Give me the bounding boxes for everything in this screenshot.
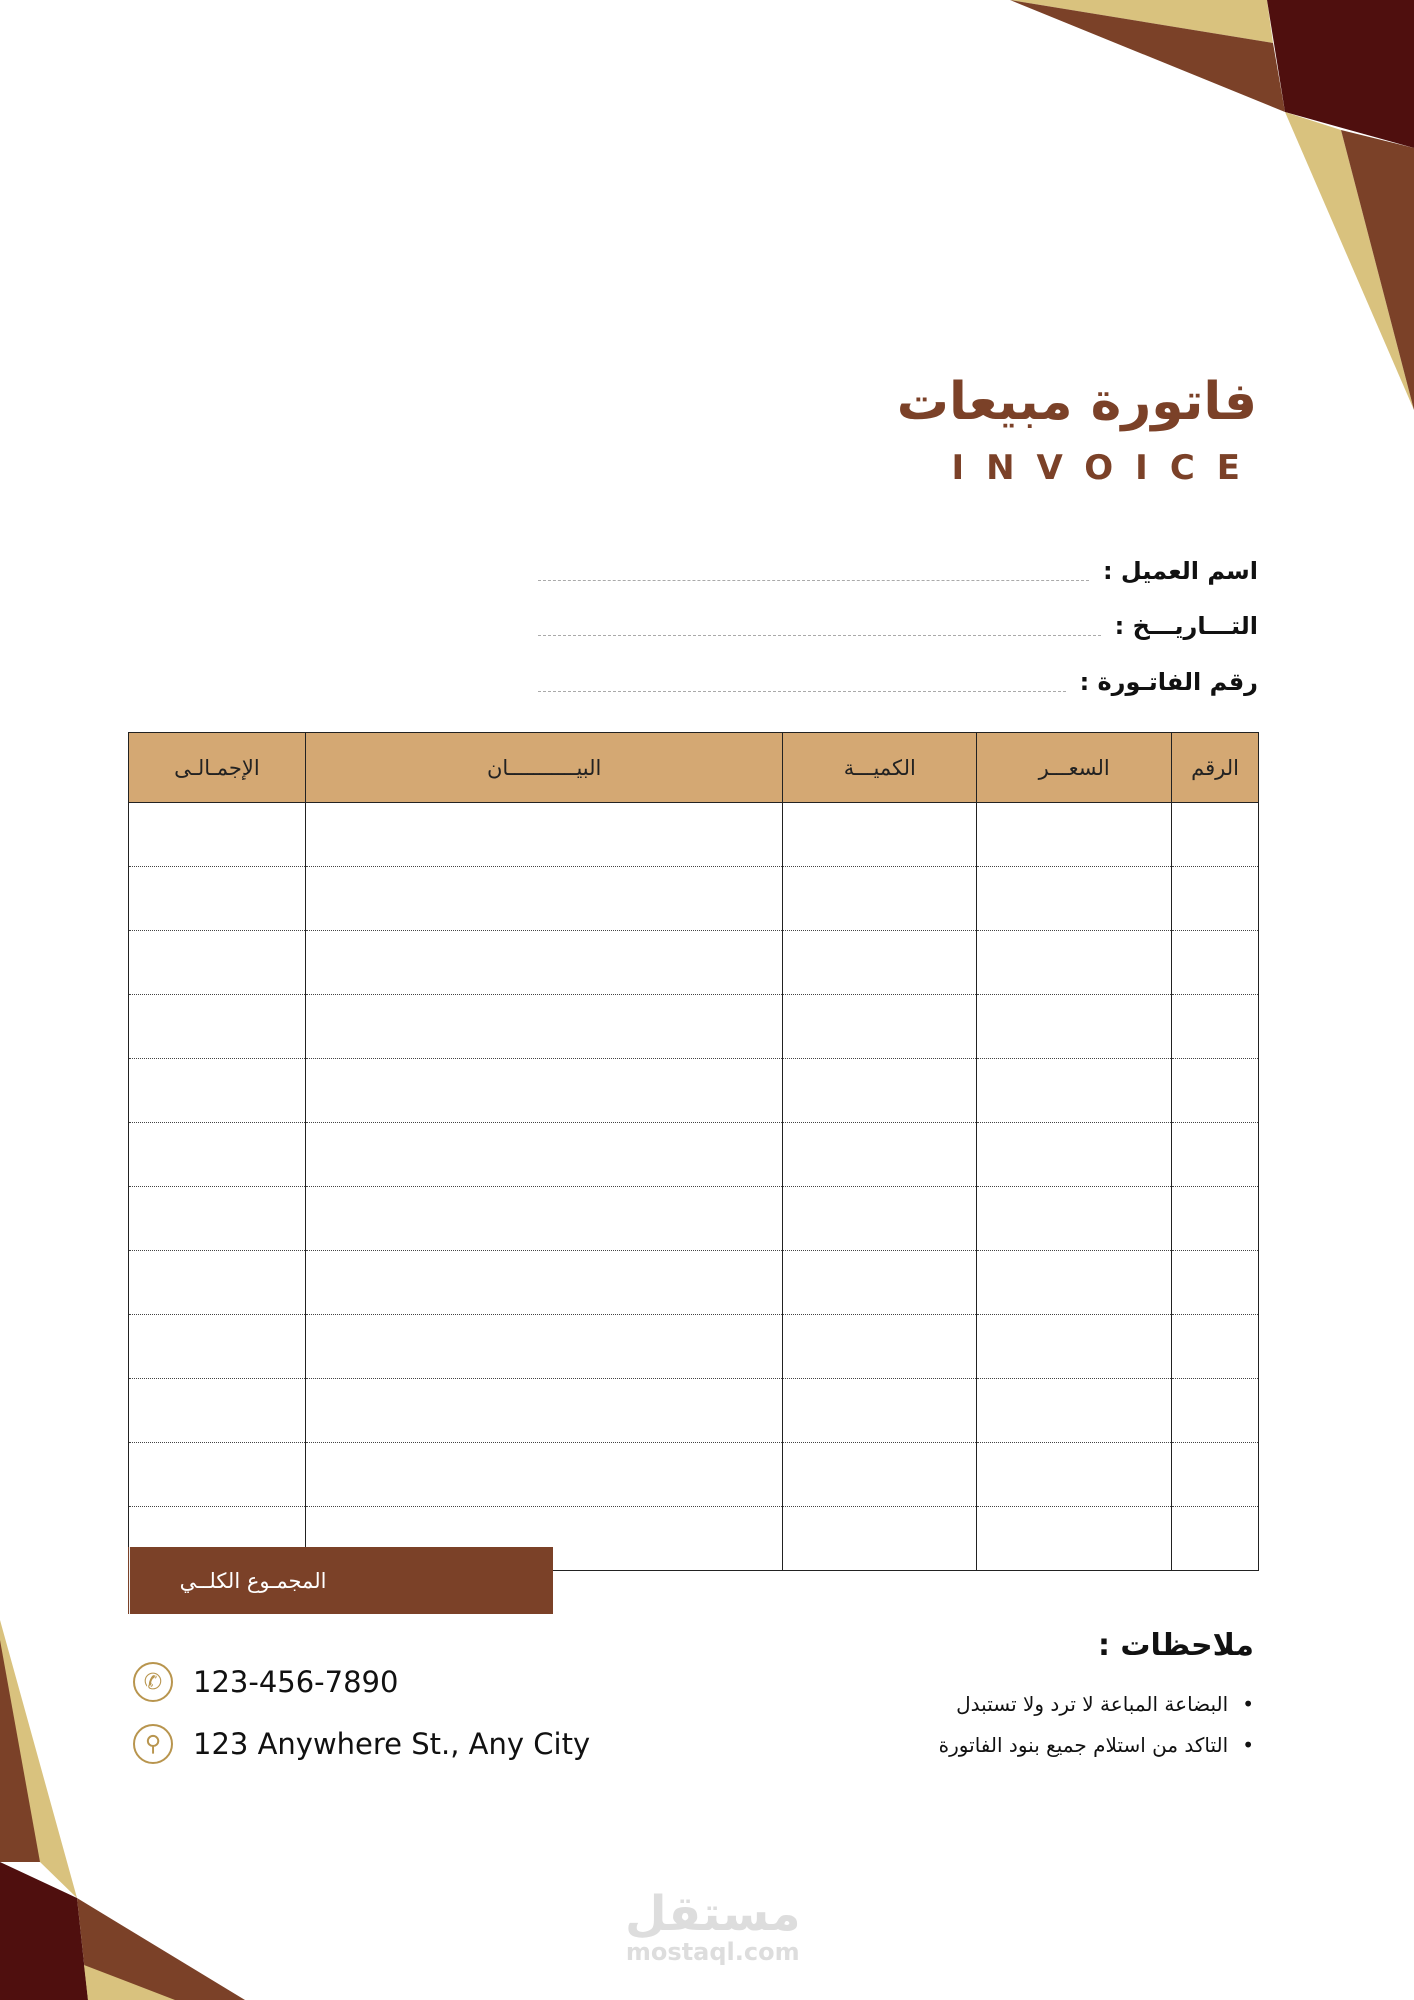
column-header-price: السعـــر xyxy=(977,733,1172,803)
cell-total[interactable] xyxy=(129,995,306,1059)
cell-price[interactable] xyxy=(977,1443,1172,1507)
invoice-number-label: رقم الفاتـورة : xyxy=(1079,668,1258,696)
contact-address xyxy=(133,1724,590,1764)
cell-total[interactable] xyxy=(129,1251,306,1315)
cell-price[interactable] xyxy=(977,1123,1172,1187)
cell-number[interactable] xyxy=(1172,1059,1259,1123)
invoice-number-field[interactable] xyxy=(538,662,1258,702)
table-row xyxy=(129,1443,1259,1507)
cell-number[interactable] xyxy=(1172,1187,1259,1251)
customer-name-label: اسم العميل : xyxy=(1102,557,1258,585)
grand-total-label: المجمـوع الكلــي xyxy=(129,1547,376,1614)
notes-heading: ملاحظات : xyxy=(1097,1628,1254,1663)
cell-total[interactable] xyxy=(129,1315,306,1379)
cell-description[interactable] xyxy=(305,1059,783,1123)
top-right-corner-shapes xyxy=(1010,0,1414,410)
cell-number[interactable] xyxy=(1172,1507,1259,1571)
cell-number[interactable] xyxy=(1172,867,1259,931)
cell-description[interactable] xyxy=(305,867,783,931)
cell-number[interactable] xyxy=(1172,1379,1259,1443)
cell-total[interactable] xyxy=(129,1443,306,1507)
cell-description[interactable] xyxy=(305,1443,783,1507)
cell-description[interactable] xyxy=(305,1379,783,1443)
cell-quantity[interactable] xyxy=(783,1187,977,1251)
cell-price[interactable] xyxy=(977,995,1172,1059)
cell-total[interactable] xyxy=(129,1187,306,1251)
cell-total[interactable] xyxy=(129,1059,306,1123)
cell-price[interactable] xyxy=(977,803,1172,867)
table-row xyxy=(129,803,1259,867)
cell-description[interactable] xyxy=(305,803,783,867)
cell-quantity[interactable] xyxy=(783,1123,977,1187)
table-row xyxy=(129,931,1259,995)
cell-quantity[interactable] xyxy=(783,1379,977,1443)
cell-number[interactable] xyxy=(1172,803,1259,867)
column-header-total: الإجمـالـى xyxy=(129,733,306,803)
table-row xyxy=(129,867,1259,931)
watermark-logo: مستقل xyxy=(625,1886,801,1942)
contact-phone xyxy=(133,1662,398,1702)
date-field[interactable] xyxy=(538,606,1258,646)
cell-price[interactable] xyxy=(977,1059,1172,1123)
cell-description[interactable] xyxy=(305,1251,783,1315)
title-arabic: فاتورة مبيعات xyxy=(896,372,1257,432)
cell-quantity[interactable] xyxy=(783,1443,977,1507)
watermark xyxy=(625,1886,801,1966)
date-line[interactable] xyxy=(538,635,1101,636)
cell-number[interactable] xyxy=(1172,931,1259,995)
table-row xyxy=(129,995,1259,1059)
customer-name-line[interactable] xyxy=(538,580,1089,581)
table-row xyxy=(129,1251,1259,1315)
cell-description[interactable] xyxy=(305,995,783,1059)
cell-total[interactable] xyxy=(129,867,306,931)
cell-quantity[interactable] xyxy=(783,1507,977,1571)
cell-total[interactable] xyxy=(129,803,306,867)
cell-total[interactable] xyxy=(129,931,306,995)
column-header-description: البيـــــــــــان xyxy=(305,733,783,803)
cell-total[interactable] xyxy=(129,1123,306,1187)
column-header-quantity: الكميـــة xyxy=(783,733,977,803)
table-row xyxy=(129,1315,1259,1379)
cell-description[interactable] xyxy=(305,1315,783,1379)
location-pin-icon: ⚲ xyxy=(133,1724,173,1764)
title-english: INVOICE xyxy=(951,448,1262,488)
phone-text: 123-456-7890 xyxy=(193,1665,399,1699)
table-row xyxy=(129,1123,1259,1187)
watermark-site: mostaql.com xyxy=(625,1938,800,1966)
cell-number[interactable] xyxy=(1172,1443,1259,1507)
cell-price[interactable] xyxy=(977,1187,1172,1251)
cell-number[interactable] xyxy=(1172,1315,1259,1379)
cell-description[interactable] xyxy=(305,1123,783,1187)
cell-number[interactable] xyxy=(1172,1251,1259,1315)
phone-icon: ✆ xyxy=(133,1662,173,1702)
cell-description[interactable] xyxy=(305,1187,783,1251)
cell-price[interactable] xyxy=(977,1507,1172,1571)
cell-number[interactable] xyxy=(1172,1123,1259,1187)
note-item: • التاكد من استلام جميع بنود الفاتورة xyxy=(939,1733,1254,1757)
column-header-number: الرقم xyxy=(1172,733,1259,803)
table-row xyxy=(129,1379,1259,1443)
grand-total-value[interactable] xyxy=(128,1547,129,1614)
table-row xyxy=(129,1059,1259,1123)
invoice-number-line[interactable] xyxy=(538,691,1066,692)
cell-quantity[interactable] xyxy=(783,867,977,931)
cell-quantity[interactable] xyxy=(783,803,977,867)
invoice-items-table xyxy=(128,732,1259,1571)
customer-name-field[interactable] xyxy=(538,551,1258,591)
cell-number[interactable] xyxy=(1172,995,1259,1059)
cell-price[interactable] xyxy=(977,1251,1172,1315)
cell-price[interactable] xyxy=(977,1315,1172,1379)
cell-price[interactable] xyxy=(977,867,1172,931)
grand-total-bar xyxy=(128,1547,553,1614)
address-text: 123 Anywhere St., Any City xyxy=(193,1727,591,1761)
cell-description[interactable] xyxy=(305,931,783,995)
cell-price[interactable] xyxy=(977,931,1172,995)
note-item: • البضاعة المباعة لا ترد ولا تستبدل xyxy=(956,1692,1254,1716)
cell-total[interactable] xyxy=(129,1379,306,1443)
date-label: التـــاريـــخ : xyxy=(1114,612,1258,640)
cell-quantity[interactable] xyxy=(783,1251,977,1315)
cell-quantity[interactable] xyxy=(783,1059,977,1123)
table-row xyxy=(129,1187,1259,1251)
cell-price[interactable] xyxy=(977,1379,1172,1443)
cell-quantity[interactable] xyxy=(783,1315,977,1379)
cell-quantity[interactable] xyxy=(783,995,977,1059)
cell-quantity[interactable] xyxy=(783,931,977,995)
